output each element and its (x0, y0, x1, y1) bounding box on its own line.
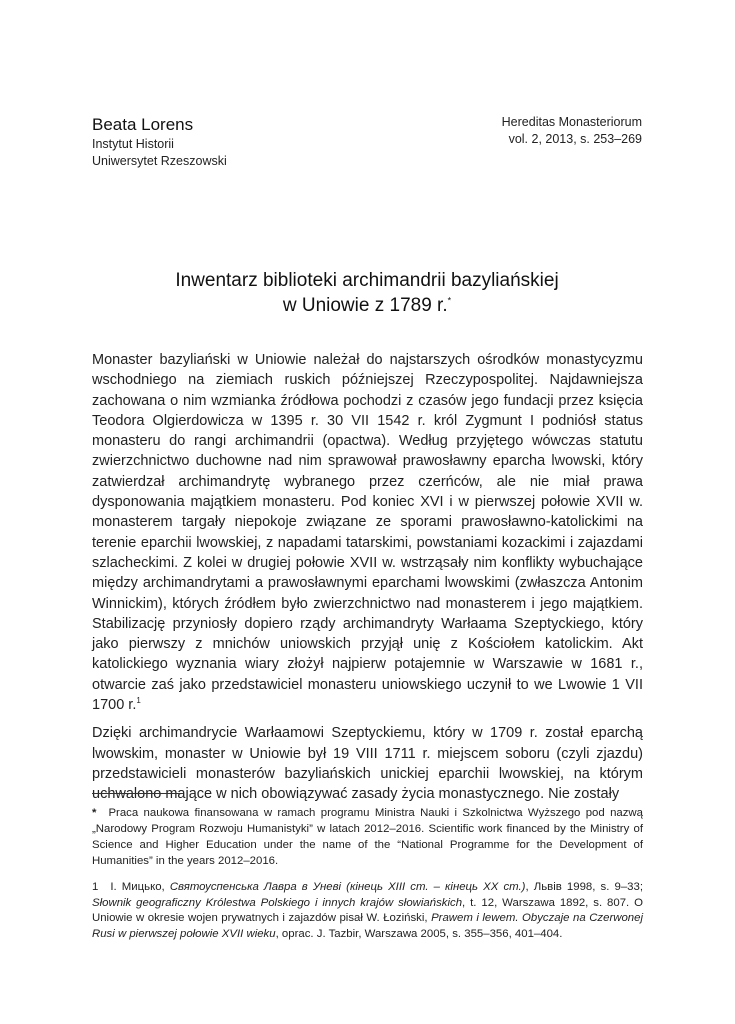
journal-issue: vol. 2, 2013, s. 253–269 (508, 132, 642, 146)
footnotes (92, 806, 643, 953)
footnote-star-text: Praca naukowa finansowana w ramach programu Ministra Nauki i Szkolnictwa Wyższego pod nazwą „Narodowy Program Rozwoju Humanistyki” w latach 2012–2016. Scientific work financed by the Ministry of Science and Higher Education under the name of the “National Programme for the Development of Humanities” in the years 2012–2016. (92, 807, 643, 867)
body-text (92, 350, 643, 813)
author-institute: Instytut Historii (92, 137, 174, 151)
paragraph-1 (92, 350, 643, 715)
title-line-2-text: w Uniowie z 1789 r. (282, 295, 448, 316)
footnote-1-number: 1 (92, 880, 99, 893)
title-line-1: Inwentarz biblioteki archimandrii bazyliańskiej (175, 270, 559, 291)
paragraph-1-text: Monaster bazyliański w Uniowie należał do najstarszych ośrodków monastycyzmu wschodniego na ziemiach ruskich późniejszej Rzeczypospolitej. Najdawniejsza zachowana o nim wzmianka źródłowa pochodzi z czasów jego fundacji przez księcia Teodora Olgierdowicza w 1395 r. 30 VII 1542 r. król Zygmunt I podniósł status monasteru do rangi archimandrii (opactwa). Według przyjętego wówczas statutu zwierzchnictwo duchowne nad nim sprawował prawosławny eparcha lwowski, który zatwierdzał archimandrytę wybranego przez czerńców, ale nie miał prawa dysponowania majątkiem monasteru. Pod koniec XVI i w pierwszej połowie XVII w. monasterem targały niepokoje związane ze sporami prawosławno-katolickimi na terenie eparchii lwowskiej, z napadami tatarskimi, powstaniami kozackimi i zajazdami szlacheckimi. Z kolei w drugiej połowie XVII w. wstrząsały nim konflikty wybuchające między archimandrytami a prawosławnymi eparchami lwowskimi (zwłaszcza Antonim Winnickim), których źródłem było zwierzchnictwo nad monasterem i jego majątkiem. Stabilizację przyniosły dopiero rządy archimandryty Warłaama Szeptyckiego, który jako pierwszy z mnichów uniowskich przyjął unię z Kościołem katolickim. Akt katolickiego wyznania wiary złożył najpierw potajemnie w Warszawie w 1681 r., otwarcie zaś jako przedstawiciel monasteru uniowskiego uczynił to we Lwowie 1 VII 1700 r. (92, 352, 643, 714)
title-line-2 (92, 293, 642, 318)
author-university: Uniwersytet Rzeszowski (92, 154, 227, 168)
footnote-divider (92, 793, 182, 794)
journal-name: Hereditas Monasteriorum (501, 115, 642, 129)
footnote-1 (92, 880, 643, 944)
footnote-ref-1[interactable]: 1 (136, 696, 141, 706)
footnote-1-title-ukrainian: Святоуспенська Лавра в Уневі (кінець XIII ст. – кінець XX ст.) (169, 880, 526, 893)
author-name: Beata Lorens (92, 115, 194, 134)
author-block (92, 114, 342, 170)
title-footnote-marker[interactable]: * (447, 295, 452, 306)
journal-block (382, 114, 642, 148)
footnote-1-part-c: , Львів 1998, s. 9–33; (525, 880, 643, 893)
footnote-star (92, 806, 643, 870)
paragraph-2: Dzięki archimandrycie Warłaamowi Szeptyckiemu, który w 1709 r. został eparchą lwowskim, monaster w Uniowie był 19 VIII 1711 r. miejscem soboru (czyli zjazdu) przedstawicieli monasterów bazyliańskich unickiej eparchii lwowskiej, na którym uchwalono mające w nich obowiązywać zasady życia monastycznego. Nie zostały (92, 725, 643, 803)
footnote-1-part-e: , t. 12, Warszawa 1892, s. 807. O Uniowie w okresie wojen prywatnych i zajazdów pisał W. Łoziński, (92, 896, 644, 925)
footnote-1-title-slownik: Słownik geograficzny Królestwa Polskiego i innych krajów słowiańskich (92, 896, 463, 909)
footnote-1-part-a: I. Мицько, (110, 880, 170, 893)
footnote-1-title-prawem: Prawem i lewem. Obyczaje na Czerwonej Rusi w pierwszej połowie XVII wieku (92, 912, 643, 941)
footnote-star-marker: * (92, 807, 97, 819)
footnote-1-part-g: , oprac. J. Tazbir, Warszawa 2005, s. 355–356, 401–404. (275, 928, 563, 941)
article-title (92, 268, 642, 318)
